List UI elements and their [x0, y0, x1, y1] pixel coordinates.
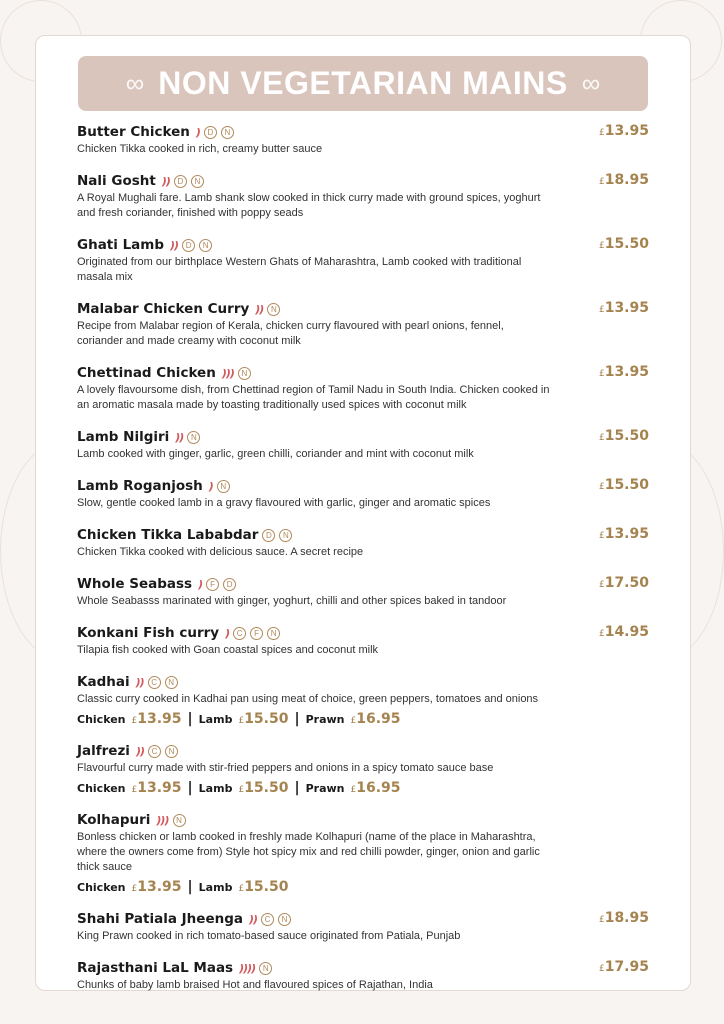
allergen-icon: N: [217, 480, 230, 493]
item-title-row: [77, 428, 551, 447]
separator: |: [187, 711, 193, 727]
item-title-row: [77, 673, 551, 692]
menu-item: [77, 742, 649, 796]
allergen-icon: C: [148, 745, 161, 758]
chilli-icon: ): [198, 578, 203, 591]
item-price: £13.95: [598, 123, 649, 139]
item-description: Lamb cooked with ginger, garlic, green chilli, coriander and mint with coconut milk: [77, 448, 474, 460]
item-title-row: [77, 575, 551, 594]
item-description: King Prawn cooked in rich tomato-based sauce originated from Patiala, Punjab: [77, 930, 461, 942]
allergen-icon: N: [165, 676, 178, 689]
item-description: A Royal Mughali fare. Lamb shank slow cooked in thick curry made with ground spices, yoghurt and fresh coriander, finished with poppy seads: [77, 192, 541, 219]
chilli-icon: ))): [156, 814, 169, 827]
allergen-icon: N: [191, 175, 204, 188]
allergen-icon: N: [279, 529, 292, 542]
allergen-icon: N: [221, 126, 234, 139]
menu-item: [77, 811, 649, 895]
item-price: £18.95: [598, 910, 649, 926]
variant-label: Chicken: [77, 713, 126, 726]
menu-item: [77, 526, 649, 560]
item-description: Chunks of baby lamb braised Hot and flavoured spices of Rajathan, India: [77, 979, 433, 991]
item-name: Lamb Roganjosh: [77, 478, 203, 494]
chilli-icon: )): [135, 676, 144, 689]
allergen-icon: N: [238, 367, 251, 380]
allergen-icon: N: [199, 239, 212, 252]
item-title-row: [77, 236, 551, 255]
allergen-icon: D: [182, 239, 195, 252]
item-name: Nali Gosht: [77, 173, 156, 189]
item-price: £15.50: [598, 477, 649, 493]
menu-item: [77, 236, 649, 285]
item-name: Malabar Chicken Curry: [77, 301, 250, 317]
item-name: Kolhapuri: [77, 812, 151, 828]
item-description: Bonless chicken or lamb cooked in freshly made Kolhapuri (name of the place in Maharashtra, where the owners come from) Style hot spicy mix and red chilli powder, ginger, onion and garlic thick sauce: [77, 831, 540, 873]
chilli-icon: )): [135, 745, 144, 758]
variant-price: £16.95: [350, 780, 401, 796]
item-description: Recipe from Malabar region of Kerala, chicken curry flavoured with pearl onions, fennel, coriander and made creamy with coconut milk: [77, 320, 504, 347]
allergen-icon: C: [261, 913, 274, 926]
item-price: £15.50: [598, 236, 649, 252]
item-name: Ghati Lamb: [77, 237, 165, 253]
item-price: £17.95: [598, 959, 649, 975]
item-description: Whole Seabasss marinated with ginger, yoghurt, chilli and other spices baked in tandoor: [77, 595, 507, 607]
item-description: Slow, gentle cooked lamb in a gravy flavoured with garlic, ginger and aromatic spices: [77, 497, 491, 509]
separator: |: [294, 780, 300, 796]
variant-price: £13.95: [131, 711, 182, 727]
separator: |: [187, 780, 193, 796]
menu-item: [77, 172, 649, 221]
variant-price: £13.95: [131, 879, 182, 895]
item-title-row: [77, 742, 551, 761]
variant-label: Prawn: [305, 782, 345, 795]
chilli-icon: )): [255, 303, 264, 316]
allergen-icon: N: [173, 814, 186, 827]
allergen-icon: D: [174, 175, 187, 188]
item-title-row: [77, 477, 551, 496]
item-name: Lamb Nilgiri: [77, 429, 170, 445]
allergen-icon: C: [148, 676, 161, 689]
ornament-icon: ∞: [581, 68, 601, 98]
allergen-icon: C: [233, 627, 246, 640]
allergen-icon: F: [206, 578, 219, 591]
item-description: Flavourful curry made with stir-fried peppers and onions in a spicy tomato sauce base: [77, 762, 494, 774]
menu-item: [77, 575, 649, 609]
menu-item: [77, 959, 649, 993]
separator: |: [187, 879, 193, 895]
item-name: Jalfrezi: [77, 743, 130, 759]
item-title-row: [77, 300, 551, 319]
item-price: £17.50: [598, 575, 649, 591]
menu-card: [35, 35, 691, 991]
variant-label: Lamb: [198, 782, 233, 795]
variant-label: Chicken: [77, 881, 126, 894]
allergen-icon: N: [278, 913, 291, 926]
item-name: Kadhai: [77, 674, 130, 690]
item-name: Butter Chicken: [77, 124, 190, 140]
item-description: Chicken Tikka cooked in rich, creamy butter sauce: [77, 143, 323, 155]
ornament-icon: ∞: [125, 68, 145, 98]
allergen-icon: D: [262, 529, 275, 542]
variant-price: £15.50: [238, 879, 289, 895]
variant-price: £16.95: [350, 711, 401, 727]
item-description: A lovely flavoursome dish, from Chettinad region of Tamil Nadu in South India. Chicken cooked in an aromatic masala made by toasting traditionally used spices with coconut milk: [77, 384, 550, 411]
item-name: Chettinad Chicken: [77, 365, 216, 381]
menu-item: [77, 477, 649, 511]
variant-label: Prawn: [305, 713, 345, 726]
menu-item: [77, 910, 649, 944]
item-title-row: [77, 172, 551, 191]
variant-prices: [77, 780, 649, 796]
item-price: £13.95: [598, 300, 649, 316]
variant-prices: [77, 879, 649, 895]
variant-label: Lamb: [198, 881, 233, 894]
item-title-row: [77, 959, 551, 978]
allergen-icon: N: [267, 627, 280, 640]
item-name: Chicken Tikka Lababdar: [77, 527, 259, 543]
menu-item: [77, 428, 649, 462]
allergen-icon: N: [259, 962, 272, 975]
item-title-row: [77, 123, 551, 142]
menu-items-list: [77, 123, 649, 1008]
chilli-icon: )))): [239, 962, 256, 975]
item-name: Whole Seabass: [77, 576, 193, 592]
allergen-icon: N: [165, 745, 178, 758]
separator: |: [294, 711, 300, 727]
item-title-row: [77, 526, 551, 545]
variant-price: £15.50: [238, 780, 289, 796]
variant-label: Chicken: [77, 782, 126, 795]
section-title: NON VEGETARIAN MAINS: [158, 65, 568, 101]
allergen-icon: D: [204, 126, 217, 139]
chilli-icon: )): [161, 175, 170, 188]
item-price: £13.95: [598, 364, 649, 380]
item-description: Classic curry cooked in Kadhai pan using meat of choice, green peppers, tomatoes and onions: [77, 693, 539, 705]
item-price: £14.95: [598, 624, 649, 640]
item-price: £13.95: [598, 526, 649, 542]
item-price: £15.50: [598, 428, 649, 444]
item-price: £18.95: [598, 172, 649, 188]
chilli-icon: ))): [221, 367, 234, 380]
menu-item: [77, 624, 649, 658]
menu-item: [77, 123, 649, 157]
item-description: Originated from our birthplace Western Ghats of Maharashtra, Lamb cooked with traditional masala mix: [77, 256, 522, 283]
item-name: Shahi Patiala Jheenga: [77, 911, 243, 927]
allergen-icon: N: [187, 431, 200, 444]
variant-prices: [77, 711, 649, 727]
item-name: Rajasthani LaL Maas: [77, 960, 234, 976]
item-description: Chicken Tikka cooked with delicious sauce. A secret recipe: [77, 546, 364, 558]
item-title-row: [77, 910, 551, 929]
chilli-icon: ): [208, 480, 213, 493]
menu-item: [77, 364, 649, 413]
allergen-icon: N: [267, 303, 280, 316]
allergen-icon: D: [223, 578, 236, 591]
section-header: [78, 56, 648, 111]
variant-label: Lamb: [198, 713, 233, 726]
item-title-row: [77, 811, 551, 830]
item-name: Konkani Fish curry: [77, 625, 220, 641]
item-title-row: [77, 364, 551, 383]
allergen-icon: F: [250, 627, 263, 640]
chilli-icon: )): [248, 913, 258, 926]
variant-price: £15.50: [238, 711, 289, 727]
chilli-icon: ): [225, 627, 230, 640]
item-description: Tilapia fish cooked with Goan coastal spices and coconut milk: [77, 644, 379, 656]
menu-item: [77, 673, 649, 727]
chilli-icon: )): [175, 431, 184, 444]
item-title-row: [77, 624, 551, 643]
variant-price: £13.95: [131, 780, 182, 796]
chilli-icon: ): [195, 126, 200, 139]
chilli-icon: )): [170, 239, 179, 252]
menu-item: [77, 300, 649, 349]
